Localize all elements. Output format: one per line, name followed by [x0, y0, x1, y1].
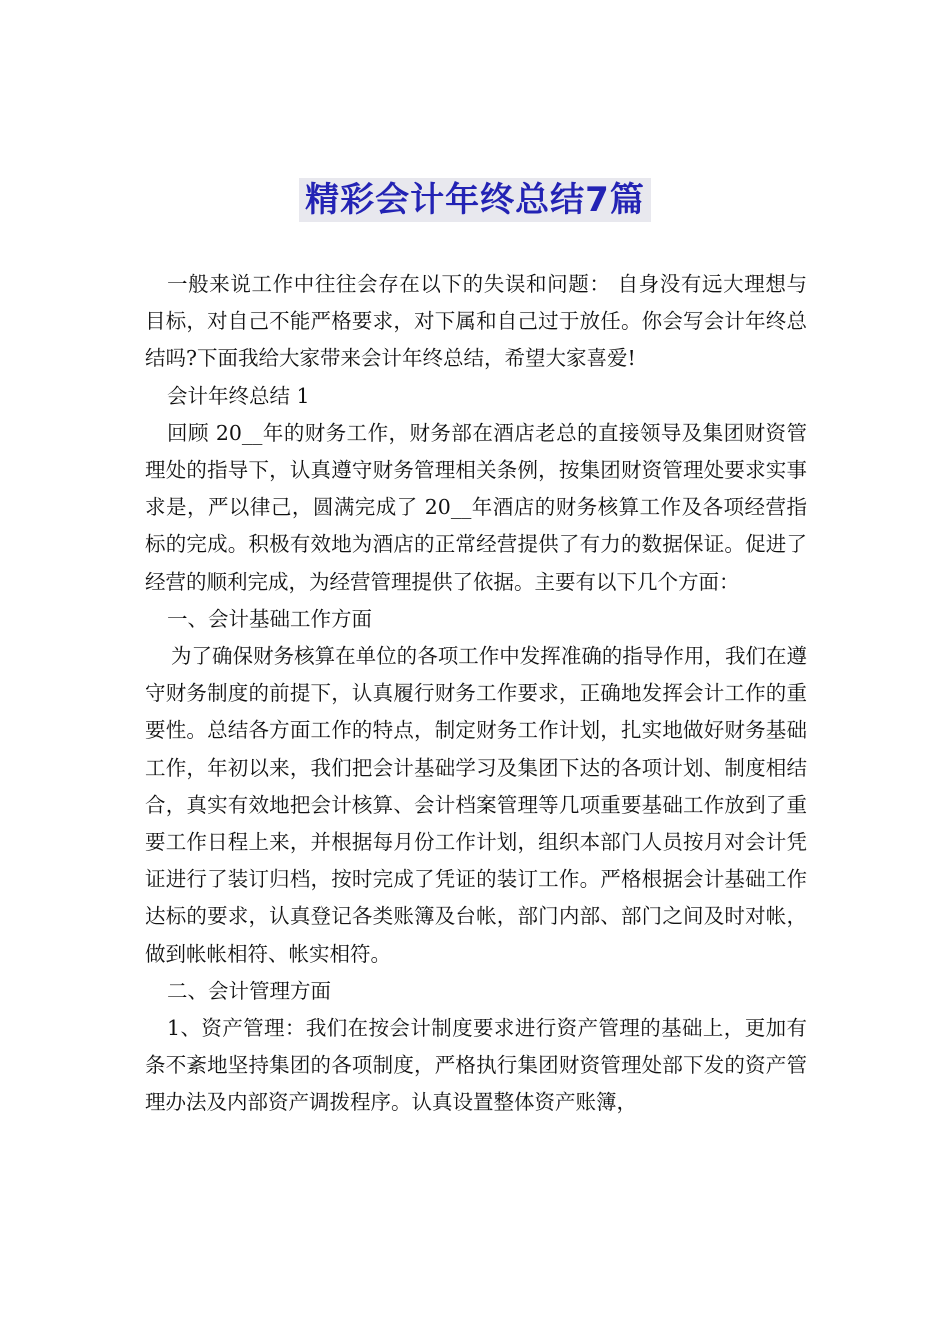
- title-container: [0, 178, 950, 222]
- body-paragraph: 1、资产管理：我们在按会计制度要求进行资产管理的基础上，更加有条不紊地坚持集团的各项制度，严格执行集团财资管理处部下发的资产管理办法及内部资产调拨程序。认真设置整体资产账簿，: [145, 1016, 807, 1115]
- intro-paragraph: 一般来说工作中往往会存在以下的失误和问题： 自身没有远大理想与目标，对自己不能严格要求，对下属和自己过于放任。你会写会计年终总结吗?下面我给大家带来会计年终总结，希望大家喜爱!: [145, 272, 807, 371]
- document-body: [145, 266, 807, 1122]
- body-paragraph: 为了确保财务核算在单位的各项工作中发挥准确的指导作用，我们在遵守财务制度的前提下，认真履行财务工作要求，正确地发挥会计工作的重要性。总结各方面工作的特点，制定财务工作计划，扎实地做好财务基础工作，年初以来，我们把会计基础学习及集团下达的各项计划、制度相结合，真实有效地把会计核算、会计档案管理等几项重要基础工作放到了重要工作日程上来，并根据每月份工作计划，组织本部门人员按月对会计凭证进行了装订归档，按时完成了凭证的装订工作。严格根据会计基础工作达标的要求，认真登记各类账簿及台帐，部门内部、部门之间及时对帐，做到帐帐相符、帐实相符。: [145, 644, 807, 966]
- body-paragraph: 回顾 20__年的财务工作，财务部在酒店老总的直接领导及集团财资管理处的指导下，认真遵守财务管理相关条例，按集团财资管理处要求实事求是，严以律己，圆满完成了 20__年酒店的财务核算工作及各项经营指标的完成。积极有效地为酒店的正常经营提供了有力的数据保证。促进了经营的顺利完成，为经营管理提供了依据。主要有以下几个方面：: [145, 420, 807, 594]
- document-title: 精彩会计年终总结7篇: [299, 178, 651, 222]
- section-heading-accounting-management: 二、会计管理方面: [167, 978, 331, 1003]
- section-heading-accounting-basics: 一、会计基础工作方面: [167, 606, 372, 631]
- section-heading-summary-1: 会计年终总结 1: [167, 383, 310, 408]
